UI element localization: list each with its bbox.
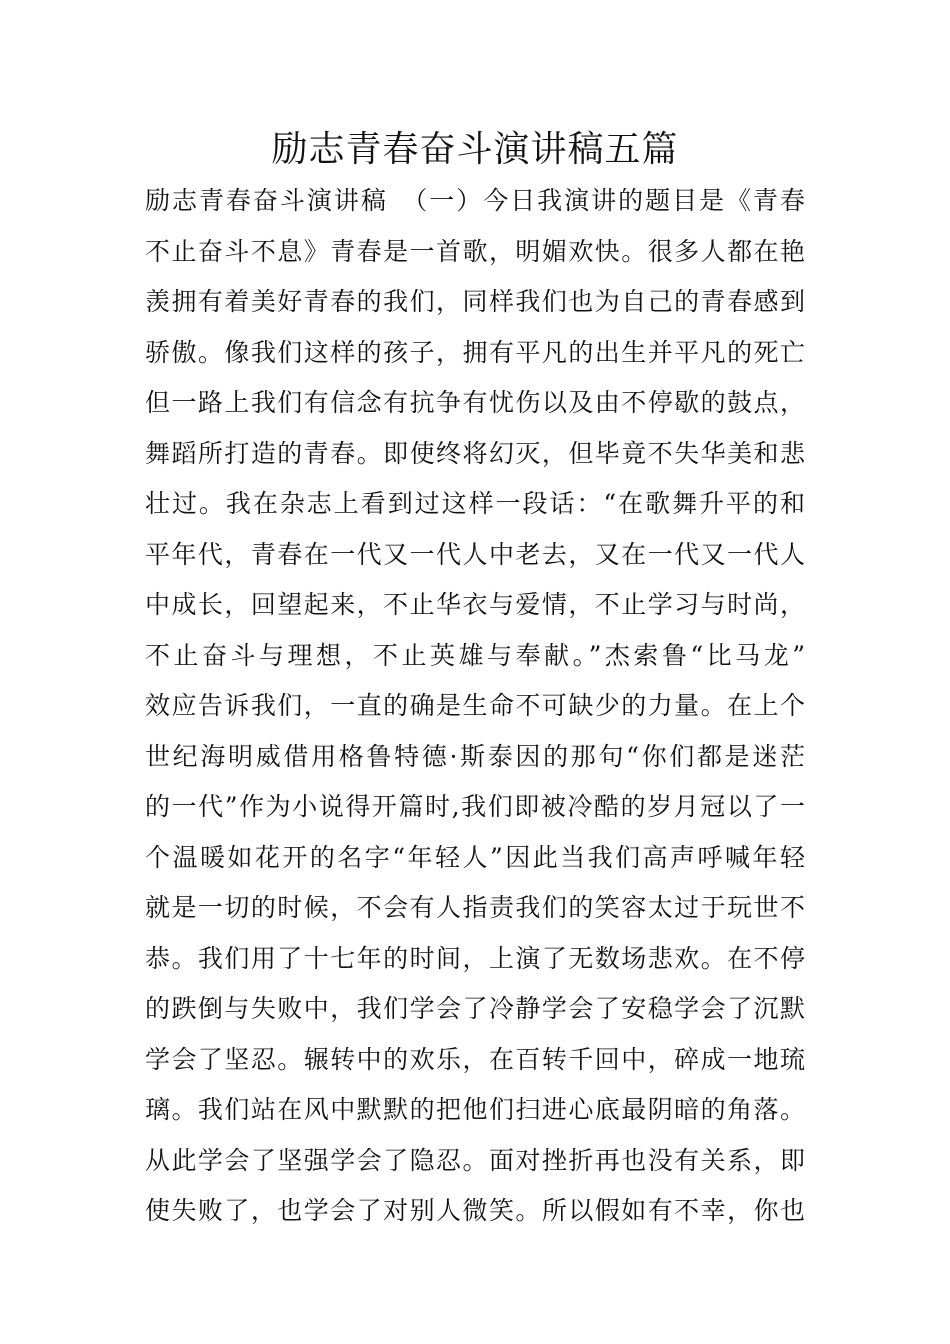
body-line: 羡拥有着美好青春的我们，同样我们也为自己的青春感到 (145, 287, 805, 316)
body-line: 励志青春奋斗演讲稿 （一）今日我演讲的题目是《青春 (145, 186, 805, 215)
body-line: 学会了坚忍。辗转中的欢乐，在百转千回中，碎成一地琉 (145, 1044, 805, 1074)
body-line: 恭。我们用了十七年的时间，上演了无数场悲欢。在不停 (145, 943, 805, 973)
body-line: 中成长，回望起来，不止华衣与爱情，不止学习与时尚， (145, 590, 805, 619)
body-line: 璃。我们站在风中默默的把他们扫进心底最阴暗的角落。 (145, 1095, 805, 1124)
body-line: 但一路上我们有信念有抗争有忧伤以及由不停歇的鼓点， (145, 388, 805, 417)
body-line: 不止奋斗与理想，不止英雄与奉献。”杰索鲁“比马龙” (145, 640, 805, 670)
body-line: 壮过。我在杂志上看到过这样一段话：“在歌舞升平的和 (145, 489, 805, 518)
body-line: 从此学会了坚强学会了隐忍。面对挫折再也没有关系，即 (145, 1145, 805, 1175)
body-line: 的跌倒与失败中，我们学会了冷静学会了安稳学会了沉默 (145, 994, 805, 1023)
document-title: 励志青春奋斗演讲稿五篇 (271, 129, 679, 170)
body-line: 不止奋斗不息》青春是一首歌，明媚欢快。很多人都在艳 (145, 236, 805, 266)
body-line: 舞蹈所打造的青春。即使终将幻灭，但毕竟不失华美和悲 (145, 438, 805, 468)
body-line: 就是一切的时候，不会有人指责我们的笑容太过于玩世不 (145, 893, 805, 922)
body-line: 使失败了，也学会了对别人微笑。所以假如有不幸，你也 (145, 1196, 805, 1225)
body-line: 平年代，青春在一代又一代人中老去，又在一代又一代人 (145, 539, 805, 569)
body-line: 骄傲。像我们这样的孩子，拥有平凡的出生并平凡的死亡 (145, 337, 805, 367)
document-body (145, 176, 805, 1237)
body-line: 个温暖如花开的名字“年轻人”因此当我们高声呼喊年轻 (145, 842, 805, 872)
body-line: 效应告诉我们，一直的确是生命不可缺少的力量。在上个 (145, 691, 805, 720)
body-line: 的一代”作为小说得开篇时,我们即被冷酷的岁月冠以了一 (145, 792, 805, 821)
body-line: 世纪海明威借用格鲁特德·斯泰因的那句“你们都是迷茫 (145, 741, 805, 771)
